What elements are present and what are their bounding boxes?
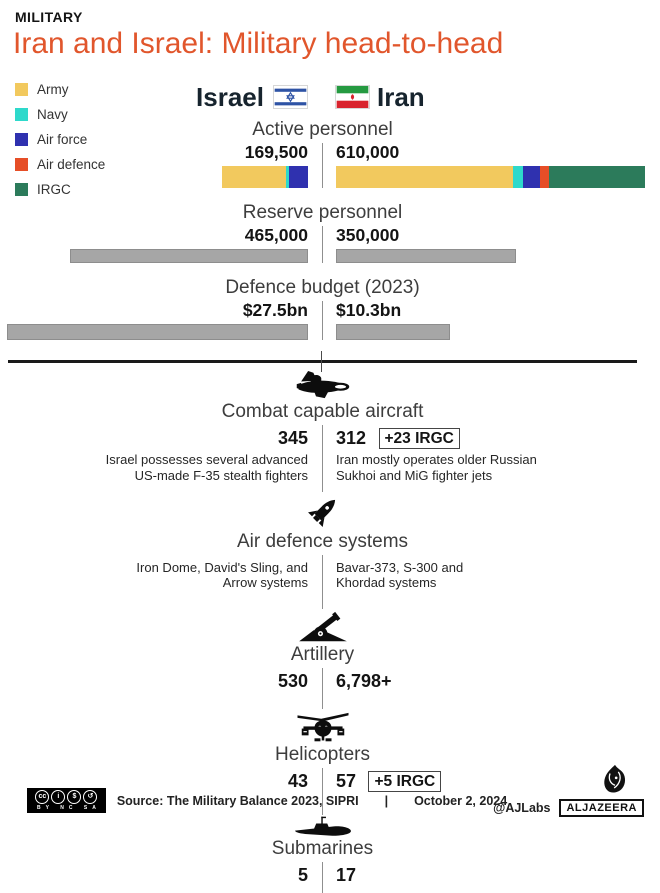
cc-nc-icon: $ [67,790,81,804]
iran-budget-value: $10.3bn [336,300,402,320]
israel-active-value: 169,500 [244,142,308,162]
iran-helicopters-irgc-badge: +5 IRGC [368,771,441,792]
legend-label: IRGC [37,182,71,197]
segment-army [222,166,286,188]
stat-air-defence [0,494,645,600]
legend-label: Air force [37,132,88,147]
publish-date: October 2, 2024 [414,793,508,808]
footer-right [493,764,644,817]
cc-labels: BY NC SA [37,805,101,811]
kicker: MILITARY [15,9,83,25]
iran-reserve-bar [336,249,516,263]
section-title-reserve-personnel: Reserve personnel [242,202,403,223]
iran-budget-bar [336,324,450,340]
irgc-swatch [15,183,28,196]
iran-flag-icon [335,85,370,109]
fighter-jet-icon [295,370,351,400]
air-force-swatch [15,133,28,146]
iran-active-bar [336,166,645,188]
legend-item-navy [15,107,105,122]
segment-air-force [289,166,307,188]
air-defence-swatch [15,158,28,171]
israel-aircraft-value: 345 [277,428,308,448]
connector-line [322,699,323,709]
divider-tick [321,351,322,372]
iran-aircraft-irgc-badge: +23 IRGC [379,428,460,449]
stat-title-aircraft: Combat capable aircraft [221,401,424,422]
cc-sa-icon: ↺ [83,790,97,804]
iran-air-defence-note: Bavar-373, S-300 and Khordad systems [336,559,464,590]
page-title: Iran and Israel: Military head-to-head [13,27,504,60]
segment-air-defence [540,166,549,188]
creative-commons-badge [27,788,106,813]
segment-irgc [549,166,645,188]
section-divider [8,360,637,363]
israel-reserve-value: 465,000 [244,225,308,245]
iran-label: Iran [377,82,425,112]
stat-title-artillery: Artillery [290,644,355,665]
segment-navy [513,166,523,188]
israel-budget-value: $27.5bn [242,300,308,320]
iran-active-value: 610,000 [336,142,400,162]
iran-aircraft-value: 312 [336,428,367,448]
iran-aircraft-note: Iran mostly operates older Russian Sukhoi and MiG fighter jets [336,452,537,483]
israel-air-defence-note: Iron Dome, David's Sling, and Arrow systems [136,559,308,590]
section-title-active-personnel: Active personnel [252,119,393,140]
footer-left [27,788,507,813]
stat-title-submarines: Submarines [271,838,374,859]
iran-helicopters-value: 57 [336,771,357,791]
segment-army [336,166,513,188]
section-title-defence-budget: Defence budget (2023) [225,277,420,298]
aircraft-values [0,425,645,492]
legend [15,82,105,207]
army-swatch [15,83,28,96]
legend-item-army [15,82,105,97]
legend-item-air-force [15,132,105,147]
legend-label: Air defence [37,157,106,172]
iran-reserve-value: 350,000 [336,225,400,245]
israel-reserve-bar [70,249,308,263]
legend-label: Navy [37,107,68,122]
israel-helicopters-value: 43 [287,771,308,791]
stat-title-air-defence: Air defence systems [236,530,409,552]
stat-title-helicopters: Helicopters [274,744,371,765]
artillery-values [0,668,645,699]
segment-air-force [523,166,540,188]
ajlabs-handle: @AJLabs [493,801,551,815]
cc-by-icon: i [51,790,65,804]
israel-aircraft-note: Israel possesses several advanced US-made F-35 stealth fighters [105,452,308,483]
israel-active-bar [222,166,308,188]
navy-swatch [15,108,28,121]
israel-submarines-value: 5 [297,865,308,885]
israel-budget-bar [7,324,308,340]
israel-label: Israel [196,82,264,112]
stat-artillery [0,599,645,699]
air-defence-notes [0,555,645,600]
submarines-values [0,862,645,893]
aljazeera-wordmark: ALJAZEERA [559,799,644,817]
defence-budget-chart [0,301,645,340]
helicopter-icon [294,709,352,743]
artillery-icon [296,609,350,643]
footer [0,769,660,825]
source-separator: | [384,793,389,808]
source-text: Source: The Military Balance 2023, SIPRI [116,793,359,808]
stat-aircraft [0,370,645,492]
legend-label: Army [37,82,69,97]
israel-artillery-value: 530 [277,671,308,691]
cc-icon: cc [35,790,49,804]
legend-item-air-defence [15,157,105,172]
reserve-personnel-chart [0,226,645,278]
legend-item-irgc [15,182,105,197]
iran-submarines-value: 17 [336,865,357,885]
aljazeera-logo-icon [600,764,630,797]
missile-icon [304,494,342,530]
israel-flag-icon [273,85,308,109]
iran-artillery-value: 6,798+ [336,671,392,691]
connector-line [322,599,323,609]
